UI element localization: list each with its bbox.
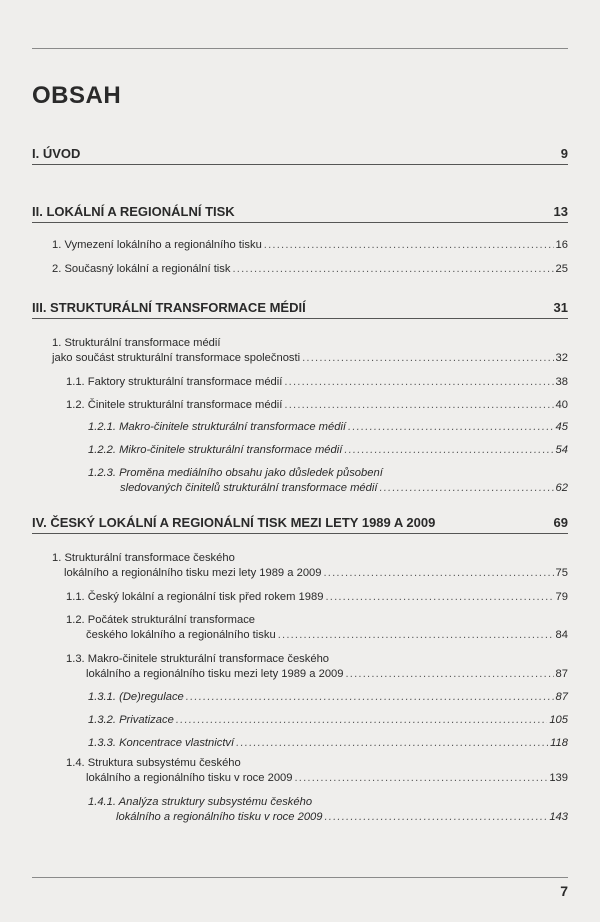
top-rule — [32, 48, 568, 49]
leader-dots — [325, 590, 553, 605]
page-number: 7 — [560, 883, 568, 899]
chapter-title: II. LOKÁLNÍ A REGIONÁLNÍ TISK — [32, 204, 235, 219]
chapter-page: 13 — [553, 204, 568, 219]
chapter-title: IV. ČESKÝ LOKÁLNÍ A REGIONÁLNÍ TISK MEZI LETY 1989 A 2009 — [32, 515, 436, 530]
toc-entry-text: 1. Vymezení lokálního a regionálního tisku — [52, 239, 262, 251]
leader-dots — [323, 566, 553, 581]
toc-entry-text: 1.2. Činitele strukturální transformace médií — [66, 399, 283, 411]
leader-dots — [344, 443, 553, 458]
chapter-heading — [32, 204, 568, 223]
toc-entry-text: lokálního a regionálního tisku v roce 2009 — [116, 811, 323, 823]
chapter-page: 9 — [560, 146, 568, 161]
toc-entry-page: 118 — [550, 737, 568, 749]
leader-dots — [284, 398, 553, 413]
toc-entry-text: lokálního a regionálního tisku mezi lety 1989 a 2009 — [86, 668, 344, 680]
toc-entry-page: 40 — [555, 399, 568, 411]
toc-entry-page: 143 — [549, 811, 568, 823]
leader-dots — [379, 481, 553, 496]
toc-entry — [88, 466, 568, 496]
toc-entry-page: 54 — [555, 444, 568, 456]
toc-entry-text: lokálního a regionálního tisku mezi lety 1989 a 2009 — [64, 567, 322, 579]
leader-dots — [345, 667, 553, 682]
toc-entry-text: 1.2.1. Makro-činitele strukturální transformace médií — [88, 421, 347, 433]
toc-entry-page: 38 — [555, 376, 568, 388]
toc-entry-text: 1.3.3. Koncentrace vlastnictví — [88, 737, 235, 749]
toc-entry — [88, 443, 568, 458]
toc-entry — [52, 238, 568, 253]
chapter-title: III. STRUKTURÁLNÍ TRANSFORMACE MÉDIÍ — [32, 300, 306, 315]
toc-entry — [52, 336, 568, 366]
toc-entry-text: 1. Strukturální transformace médií — [52, 337, 221, 349]
leader-dots — [294, 771, 547, 786]
toc-entry — [66, 590, 568, 605]
page-title: OBSAH — [32, 82, 122, 109]
toc-entry-text: 1.3.2. Privatizace — [88, 714, 174, 726]
leader-dots — [324, 810, 547, 825]
leader-dots — [236, 736, 548, 751]
toc-entry-page: 105 — [549, 714, 568, 726]
toc-entry-page: 87 — [555, 691, 568, 703]
toc-entry — [88, 736, 568, 751]
toc-entry-page: 25 — [555, 263, 568, 275]
toc-entry-text: českého lokálního a regionálního tisku — [86, 629, 276, 641]
toc-entry — [52, 262, 568, 277]
toc-entry-page: 79 — [555, 591, 568, 603]
leader-dots — [302, 351, 553, 366]
toc-entry-text: 2. Současný lokální a regionální tisk — [52, 263, 231, 275]
toc-entry — [66, 652, 568, 682]
chapter-heading — [32, 146, 568, 165]
toc-entry-text: sledovaných činitelů strukturální transformace médií — [120, 482, 378, 494]
toc-entry — [88, 420, 568, 435]
chapter-heading — [32, 300, 568, 319]
leader-dots — [186, 690, 554, 705]
toc-entry-page: 16 — [555, 239, 568, 251]
toc-entry-page: 139 — [549, 772, 568, 784]
toc-entry — [66, 375, 568, 390]
toc-entry-text: 1.3.1. (De)regulace — [88, 691, 184, 703]
toc-entry — [66, 756, 568, 786]
chapter-heading — [32, 515, 568, 534]
toc-entry-page: 32 — [555, 352, 568, 364]
toc-entry-text: jako součást strukturální transformace společnosti — [52, 352, 301, 364]
leader-dots — [176, 713, 548, 728]
toc-entry — [88, 690, 568, 705]
toc-entry — [52, 551, 568, 581]
toc-entry — [66, 398, 568, 413]
toc-entry-page: 62 — [555, 482, 568, 494]
leader-dots — [284, 375, 553, 390]
leader-dots — [348, 420, 554, 435]
toc-entry — [66, 613, 568, 643]
toc-entry-text: 1.3. Makro-činitele strukturální transformace českého — [66, 653, 330, 665]
bottom-rule — [32, 877, 568, 878]
toc-entry-page: 45 — [555, 421, 568, 433]
toc-entry — [88, 713, 568, 728]
toc-entry-text: 1.1. Faktory strukturální transformace médií — [66, 376, 283, 388]
leader-dots — [278, 628, 554, 643]
toc-entry-text: 1.4. Struktura subsystému českého — [66, 757, 241, 769]
toc-entry-page: 75 — [555, 567, 568, 579]
toc-entry-page: 84 — [555, 629, 568, 641]
toc-entry-text: 1.2.3. Proměna mediálního obsahu jako důsledek působení — [88, 467, 383, 479]
toc-entry-text: 1. Strukturální transformace českého — [52, 552, 235, 564]
toc-entry-page: 87 — [555, 668, 568, 680]
leader-dots — [264, 238, 554, 253]
leader-dots — [232, 262, 553, 277]
toc-entry-text: 1.1. Český lokální a regionální tisk před rokem 1989 — [66, 591, 324, 603]
toc-entry-text: 1.4.1. Analýza struktury subsystému českého — [88, 796, 313, 808]
chapter-page: 69 — [553, 515, 568, 530]
toc-entry-text: lokálního a regionálního tisku v roce 2009 — [86, 772, 293, 784]
chapter-page: 31 — [553, 300, 568, 315]
chapter-title: I. ÚVOD — [32, 146, 81, 161]
toc-entry-text: 1.2.2. Mikro-činitele strukturální transformace médií — [88, 444, 343, 456]
toc-entry-text: 1.2. Počátek strukturální transformace — [66, 614, 256, 626]
toc-entry — [88, 795, 568, 825]
